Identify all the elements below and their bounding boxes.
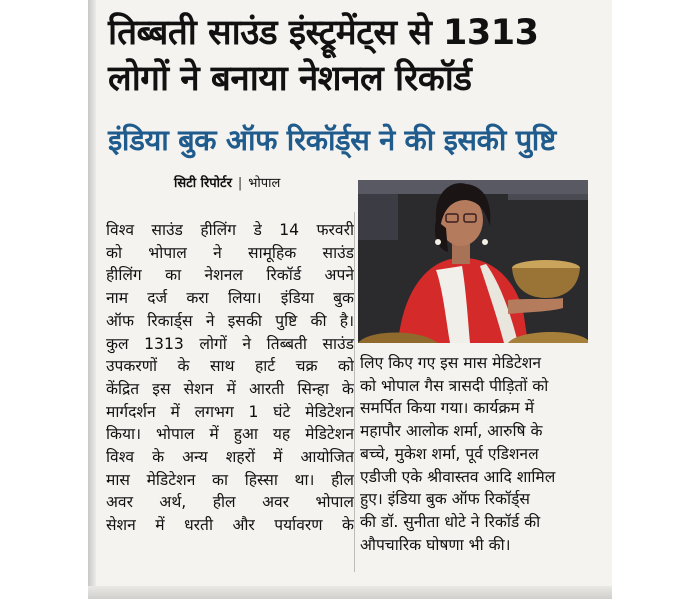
newspaper-clipping — [88, 0, 612, 599]
subheadline: इंडिया बुक ऑफ रिकॉर्ड्स ने की इसकी पुष्टि — [108, 123, 556, 157]
byline-separator: | — [237, 176, 243, 191]
right-line: एडीजी एके श्रीवास्तव आदि शामिल — [360, 467, 556, 486]
left-line: मार्गदर्शन में लगभग 1 घंटे मेडिटेशन — [106, 402, 354, 421]
left-line: विश्व के अन्य शहरों में आयोजित — [106, 448, 354, 467]
left-line: कुल 1313 लोगों ने तिब्बती साउंड — [106, 334, 354, 353]
left-line: मास मेडिटेशन का हिस्सा था। हील — [106, 470, 354, 489]
left-column — [106, 219, 354, 537]
right-line: बच्चे, मुकेश शर्मा, पूर्व एडिशनल — [360, 444, 539, 463]
earring-right — [482, 239, 488, 245]
right-column — [360, 352, 592, 556]
paper-bottom-edge — [88, 586, 612, 599]
right-line: को भोपाल गैस त्रासदी पीड़ितों को — [360, 376, 549, 395]
left-line: विश्व साउंड हीलिंग डे 14 फरवरी — [106, 221, 354, 239]
byline — [174, 173, 280, 191]
article-photo — [358, 180, 588, 343]
earring-left — [435, 239, 441, 245]
right-line: महापौर आलोक शर्मा, आरुषि के — [360, 422, 543, 441]
paper-edge — [88, 0, 96, 599]
right-line: हुए। इंडिया बुक ऑफ रिकॉर्ड्स — [360, 490, 530, 509]
headline — [108, 10, 588, 102]
photo-illustration — [358, 180, 588, 343]
headline-line-2: लोगों ने बनाया नेशनल रिकॉर्ड — [108, 59, 472, 99]
left-line: किया। भोपाल में हुआ यह मेडिटेशन — [106, 425, 354, 444]
left-line: सेशन में धरती और पर्यावरण के — [106, 516, 354, 535]
column-divider — [354, 212, 355, 572]
byline-reporter: सिटी रिपोर्टर — [174, 176, 232, 191]
left-line: नाम दर्ज करा लिया। इंडिया बुक — [106, 289, 354, 308]
left-line: हीलिंग का नेशनल रिकॉर्ड अपने — [106, 266, 354, 285]
headline-line-1: तिब्बती साउंड इंस्ट्रूमेंट्स से 1313 — [108, 13, 539, 53]
left-line: उपकरणों के साथ हार्ट चक्र को — [106, 357, 354, 376]
right-line: की डॉ. सुनीता धोटे ने रिकॉर्ड की — [360, 512, 541, 531]
left-line: अवर अर्थ, हील अवर भोपाल — [106, 493, 354, 512]
right-line: औपचारिक घोषणा भी की। — [360, 535, 511, 554]
right-line: समर्पित किया गया। कार्यक्रम में — [360, 399, 535, 418]
left-line: केंद्रित इस सेशन में आरती सिन्हा के — [106, 379, 354, 398]
byline-city: भोपाल — [248, 176, 281, 191]
left-line: ऑफ रिकार्ड्स ने इसकी पुष्टि की है। — [106, 311, 354, 330]
left-line: को भोपाल ने सामूहिक साउंड — [106, 243, 354, 262]
right-line: लिए किए गए इस मास मेडिटेशन — [360, 354, 541, 372]
